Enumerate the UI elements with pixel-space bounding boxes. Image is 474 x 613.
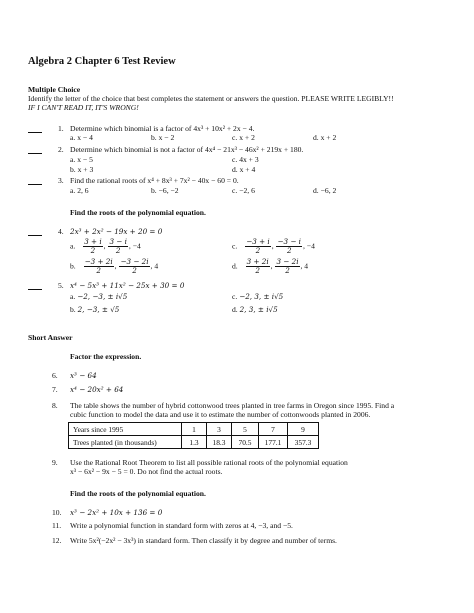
question-number: 7.	[52, 385, 58, 394]
question-text: Write 5x²(−2x² − 3x³) in standard form. Then classify it by degree and number of terms.	[70, 536, 337, 545]
data-table	[68, 422, 319, 449]
choice-c: c. −2, 6	[232, 186, 255, 195]
choice-a: a. x − 5	[70, 155, 93, 164]
page-title: Algebra 2 Chapter 6 Test Review	[28, 56, 176, 67]
choice-b: b. −6, −2	[151, 186, 179, 195]
question-text: Determine which binomial is not a factor of 4x⁴ − 21x³ − 46x² + 219x + 180.	[70, 145, 304, 154]
question-number: 4.	[58, 227, 64, 236]
table-cell: 357.3	[288, 436, 319, 449]
question-number: 8.	[52, 401, 58, 410]
question-number: 5.	[58, 281, 64, 290]
choice-d: d. $\frac{3 + 2i}{2}$ , $\frac{3 - 2i}{2}$ , 4	[232, 257, 309, 275]
question-number: 9.	[52, 458, 58, 467]
question-text: Use the Rational Root Theorem to list all possible rational roots of the polynomial equation	[70, 458, 348, 467]
section-heading-sa: Short Answer	[28, 333, 73, 342]
choice-b: b. x − 2	[151, 133, 175, 142]
table-cell: 1.3	[182, 436, 207, 449]
table-cell: 177.1	[259, 436, 288, 449]
question-number: 3.	[58, 176, 64, 185]
choice-a: a. 2, 6	[70, 186, 89, 195]
question-number: 1.	[58, 124, 64, 133]
choice-c: c. $\frac{-3 + i}{2}$ , $\frac{-3 - i}{2}$ , −4	[232, 237, 315, 255]
question-number: 12.	[52, 536, 62, 545]
question-number: 2.	[58, 145, 64, 154]
question-text: Write a polynomial function in standard form with zeros at 4, −3, and −5.	[70, 521, 293, 530]
expression: x⁴ − 20x² + 64	[70, 385, 124, 394]
section-subheading: Find the roots of the polynomial equation.	[70, 489, 206, 498]
answer-blank[interactable]	[28, 145, 42, 154]
instructions: Identify the letter of the choice that best completes the statement or answers the question. PLEASE WRITE LEGIBLY!!	[28, 94, 394, 103]
question-number: 6.	[52, 371, 58, 380]
choice-c: c. 4x + 3	[232, 155, 259, 164]
table-cell: 9	[288, 423, 319, 436]
choice-c: c. x + 2	[232, 133, 255, 142]
table-cell: 5	[232, 423, 259, 436]
choice-a: a. −2, −3, ± i√5	[70, 292, 128, 301]
choice-c: c. −2, 3, ± i√5	[232, 292, 284, 301]
choice-a: a. x − 4	[70, 133, 93, 142]
question-text: cubic function to model the data and use it to estimate the number of cottonwoods planted in 2006.	[70, 410, 371, 419]
choice-d: d. −6, 2	[313, 186, 337, 195]
warning-text: IF I CAN'T READ IT, IT'S WRONG!	[28, 103, 139, 112]
equation: x³ − 2x² + 10x + 136 = 0	[70, 508, 163, 517]
table-cell: 70.5	[232, 436, 259, 449]
choice-b: b. $\frac{-3 + 2i}{2}$ , $\frac{-3 - 2i}{2}$ , 4	[70, 257, 159, 275]
section-heading-mc: Multiple Choice	[28, 85, 81, 94]
table-cell: 1	[182, 423, 207, 436]
expression: x³ − 64	[70, 371, 97, 380]
table-cell: Years since 1995	[69, 423, 182, 436]
choice-d: d. 2, 3, ± i√5	[232, 305, 278, 314]
table-cell: 3	[207, 423, 232, 436]
question-text: Find the rational roots of x⁴ + 8x³ + 7x² − 40x − 60 = 0.	[70, 176, 239, 185]
choice-a: a. $\frac{3 + i}{2}$ , $\frac{3 - i}{2}$ , −4	[70, 237, 141, 255]
equation: x⁴ − 5x³ + 11x² − 25x + 30 = 0	[70, 281, 185, 290]
table-row	[69, 423, 319, 436]
table-cell: 18.3	[207, 436, 232, 449]
section-subheading: Find the roots of the polynomial equation.	[70, 208, 206, 217]
answer-blank[interactable]	[28, 281, 42, 290]
question-text: x³ − 6x² − 9x − 5 = 0. Do not find the actual roots.	[70, 467, 223, 476]
choice-d: d. x + 2	[313, 133, 337, 142]
question-text: Determine which binomial is a factor of 4x³ + 10x² + 2x − 4.	[70, 124, 255, 133]
equation: 2x³ + 2x² − 19x + 20 = 0	[70, 227, 163, 236]
table-cell: 7	[259, 423, 288, 436]
choice-b: b. 2, −3, ± √5	[70, 305, 120, 314]
choice-b: b. x + 3	[70, 165, 94, 174]
answer-blank[interactable]	[28, 227, 42, 236]
answer-blank[interactable]	[28, 124, 42, 133]
answer-blank[interactable]	[28, 176, 42, 185]
table-cell: Trees planted (in thousands)	[69, 436, 182, 449]
section-subheading: Factor the expression.	[70, 352, 142, 361]
table-row	[69, 436, 319, 449]
question-number: 11.	[52, 521, 62, 530]
question-text: The table shows the number of hybrid cottonwood trees planted in tree farms in Oregon since 1995. Find a	[70, 401, 395, 410]
question-number: 10.	[52, 508, 62, 517]
choice-d: d. x + 4	[232, 165, 256, 174]
